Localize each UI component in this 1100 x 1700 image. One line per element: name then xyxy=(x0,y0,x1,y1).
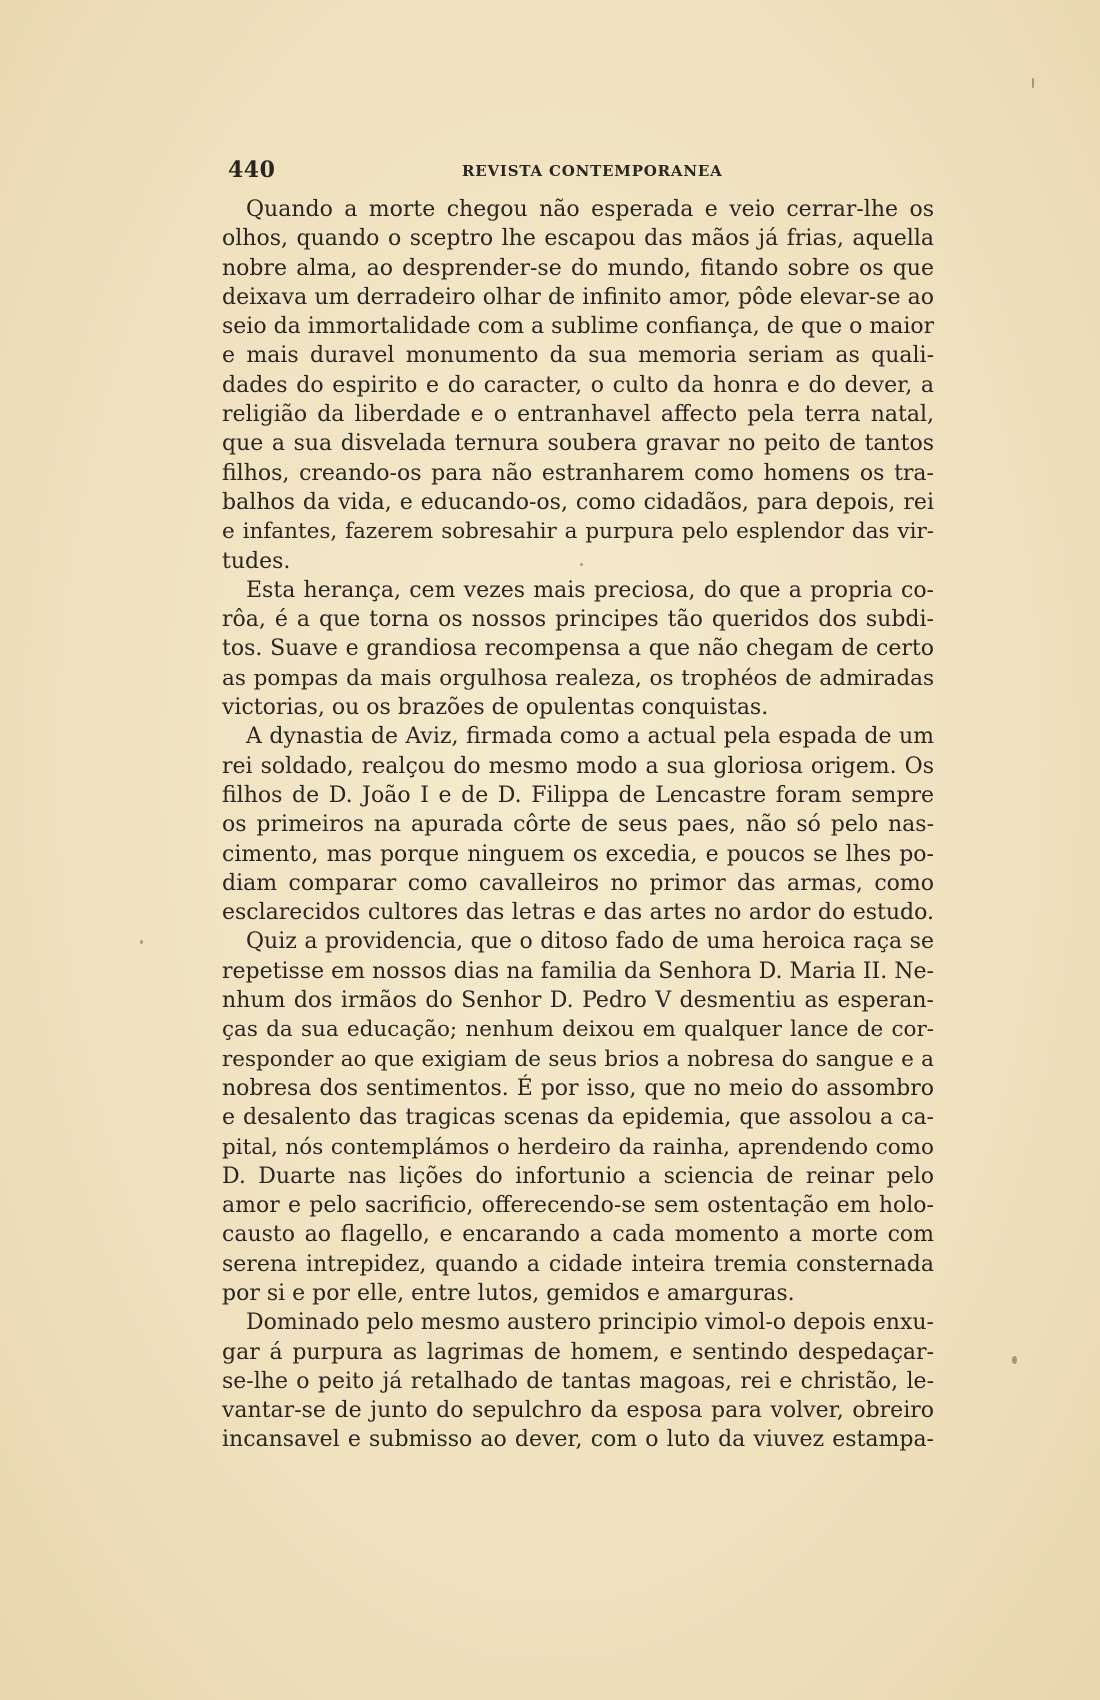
text-line: ças da sua educação; nenhum deixou em qualquer lance de cor- xyxy=(222,1017,934,1043)
text-line: pital, nós contemplámos o herdeiro da rainha, aprendendo como xyxy=(222,1134,934,1160)
text-line: nhum dos irmãos do Senhor D. Pedro V desmentiu as esperan- xyxy=(222,988,934,1014)
text-line: serena intrepidez, quando a cidade inteira tremia consternada xyxy=(222,1251,934,1277)
text-line: por si e por elle, entre lutos, gemidos e amarguras. xyxy=(222,1280,795,1306)
text-line: tos. Suave e grandiosa recompensa a que não chegam de certo xyxy=(222,636,934,662)
text-line: os primeiros na apurada côrte de seus paes, não só pelo nas- xyxy=(222,812,934,838)
text-line: filhos de D. João I e de D. Filippa de Lencastre foram sempre xyxy=(222,782,934,808)
text-line: amor e pelo sacrificio, offerecendo-se sem ostentação em holo- xyxy=(222,1193,934,1219)
text-line: victorias, ou os brazões de opulentas conquistas. xyxy=(222,695,769,721)
text-line: Quiz a providencia, que o ditoso fado de uma heroica raça se xyxy=(246,929,934,955)
text-line: incansavel e submisso ao dever, com o luto da viuvez estampa- xyxy=(222,1427,934,1453)
text-line: deixava um derradeiro olhar de infinito amor, pôde elevar-se ao xyxy=(222,284,934,310)
text-line: causto ao flagello, e encarando a cada momento a morte com xyxy=(222,1222,934,1248)
text-line: esclarecidos cultores das letras e das artes no ardor do estudo. xyxy=(222,900,934,926)
text-line: que a sua disvelada ternura soubera gravar no peito de tantos xyxy=(222,431,934,457)
text-line: rôa, é a que torna os nossos principes tão queridos dos subdi- xyxy=(222,607,934,633)
text-line: as pompas da mais orgulhosa realeza, os trophéos de admiradas xyxy=(222,665,934,691)
paper-speck xyxy=(140,940,143,944)
text-line: tudes. xyxy=(222,548,291,574)
text-line: nobre alma, ao desprender-se do mundo, fitando sobre os que xyxy=(222,255,934,281)
text-line: cimento, mas porque ninguem os excedia, e poucos se lhes po- xyxy=(222,841,934,867)
text-line: dades do espirito e do caracter, o culto da honra e do dever, a xyxy=(222,372,934,398)
text-line: seio da immortalidade com a sublime confiança, de que o maior xyxy=(222,314,934,340)
text-line: vantar-se de junto do sepulchro da esposa para volver, obreiro xyxy=(222,1398,934,1424)
text-line: Esta herança, cem vezes mais preciosa, do que a propria co- xyxy=(246,577,934,603)
text-line: responder ao que exigiam de seus brios a nobresa do sangue e a xyxy=(222,1046,934,1072)
text-line: olhos, quando o sceptro lhe escapou das mãos já frias, aquella xyxy=(222,226,934,252)
text-line: e desalento das tragicas scenas da epidemia, que assolou a ca- xyxy=(222,1105,934,1131)
text-line: gar á purpura as lagrimas de homem, e sentindo despedaçar- xyxy=(222,1339,934,1365)
text-line: e infantes, fazerem sobresahir a purpura pelo esplendor das vir- xyxy=(222,519,934,545)
text-line: filhos, creando-os para não estranharem como homens os tra- xyxy=(222,460,934,486)
paper-speck xyxy=(1032,78,1034,88)
paper-speck xyxy=(1012,1356,1017,1364)
text-line: diam comparar como cavalleiros no primor das armas, como xyxy=(222,870,934,896)
page-header xyxy=(222,157,934,183)
text-line: A dynastia de Aviz, firmada como a actual pela espada de um xyxy=(246,724,934,750)
text-line: rei soldado, realçou do mesmo modo a sua gloriosa origem. Os xyxy=(222,753,934,779)
text-line: Quando a morte chegou não esperada e veio cerrar-lhe os xyxy=(246,197,934,222)
text-line: repetisse em nossos dias na familia da Senhora D. Maria II. Ne- xyxy=(222,958,934,984)
text-line: D. Duarte nas lições do infortunio a sciencia de reinar pelo xyxy=(222,1163,934,1189)
body-text xyxy=(222,195,934,1455)
text-line: nobresa dos sentimentos. É por isso, que no meio do assombro xyxy=(222,1075,934,1101)
text-line: religião da liberdade e o entranhavel affecto pela terra natal, xyxy=(222,402,934,428)
text-line: e mais duravel monumento da sua memoria seriam as quali- xyxy=(222,343,934,369)
text-line: balhos da vida, e educando-os, como cidadãos, para depois, rei xyxy=(222,489,934,515)
page-number: 440 xyxy=(228,157,276,183)
running-head: REVISTA CONTEMPORANEA xyxy=(462,162,723,180)
paper-speck xyxy=(580,563,583,566)
text-line: Dominado pelo mesmo austero principio vimol-o depois enxu- xyxy=(246,1310,934,1336)
text-line: se-lhe o peito já retalhado de tantas magoas, rei e christão, le- xyxy=(222,1368,934,1394)
